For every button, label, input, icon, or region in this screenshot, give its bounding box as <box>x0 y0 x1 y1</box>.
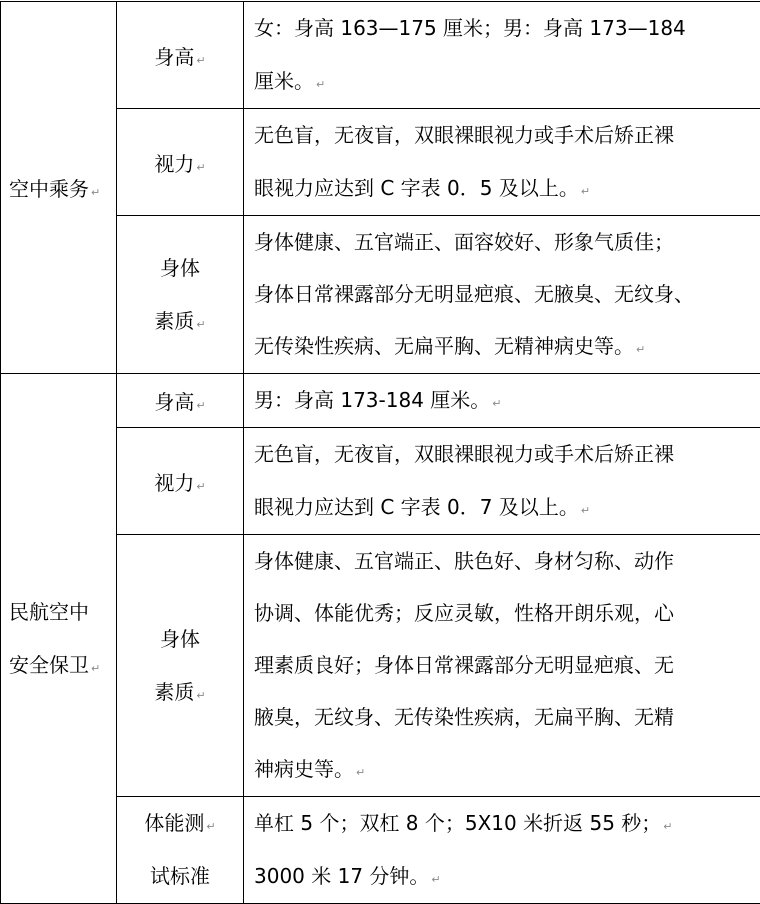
description-line: 无传染性疾病、无扁平胸、无精神病史等。 <box>254 334 634 358</box>
description-line: 眼视力应达到 C 字表 0．7 及以上。 <box>254 495 579 519</box>
attribute-cell <box>117 797 244 904</box>
requirements-table <box>0 1 760 904</box>
description-line: 身体日常裸露部分无明显疤痕、无腋臭、无纹身、 <box>254 268 752 320</box>
paragraph-mark: ↵ <box>196 54 205 67</box>
paragraph-mark: ↵ <box>196 399 205 412</box>
description-line: 无色盲，无夜盲，双眼裸眼视力或手术后矫正裸 <box>254 428 752 481</box>
description-cell <box>244 2 760 109</box>
description-line: 身体健康、五官端正、面容姣好、形象气质佳； <box>254 216 752 268</box>
description-cell <box>244 535 760 797</box>
description-cell <box>244 216 760 374</box>
description-line: 男：身高 173-184 厘米。 <box>254 388 490 412</box>
description-cell <box>244 797 760 904</box>
paragraph-mark: ↵ <box>196 161 205 174</box>
description-line: 身体健康、五官端正、肤色好、身材匀称、动作 <box>254 535 752 587</box>
description-line: 眼视力应达到 C 字表 0．5 及以上。 <box>254 176 579 200</box>
description-line: 协调、体能优秀；反应灵敏，性格开朗乐观，心 <box>254 587 752 639</box>
attribute-label: 素质 <box>154 309 194 333</box>
attribute-cell <box>117 109 244 216</box>
category-cell <box>1 374 117 904</box>
category-label: 安全保卫 <box>9 653 89 677</box>
description-line: 3000 米 17 分钟。 <box>254 864 429 888</box>
description-cell <box>244 109 760 216</box>
paragraph-mark: ↵ <box>196 318 205 331</box>
description-line: 神病史等。 <box>254 757 354 781</box>
paragraph-mark: ↵ <box>356 766 365 779</box>
paragraph-mark: ↵ <box>581 185 590 198</box>
table-row <box>1 374 760 428</box>
paragraph-mark: ↵ <box>663 820 672 833</box>
description-line: 厘米。 <box>254 69 314 93</box>
description-line: 腋臭，无纹身、无传染性疾病，无扁平胸、无精 <box>254 691 752 743</box>
paragraph-mark: ↵ <box>91 662 100 675</box>
attribute-cell <box>117 428 244 535</box>
category-cell <box>1 2 117 374</box>
paragraph-mark: ↵ <box>492 397 501 410</box>
paragraph-mark: ↵ <box>581 504 590 517</box>
paragraph-mark: ↵ <box>91 186 100 199</box>
paragraph-mark: ↵ <box>196 480 205 493</box>
paragraph-mark: ↵ <box>636 343 645 356</box>
attribute-label: 身体 <box>117 613 243 666</box>
attribute-cell <box>117 216 244 374</box>
paragraph-mark: ↵ <box>431 873 440 886</box>
attribute-cell <box>117 2 244 109</box>
paragraph-mark: ↵ <box>316 78 325 91</box>
attribute-label: 身体 <box>117 242 243 295</box>
attribute-label: 试标准 <box>117 850 243 903</box>
attribute-label: 身高 <box>154 45 194 69</box>
paragraph-mark: ↵ <box>206 820 215 833</box>
category-label: 空中乘务 <box>9 177 89 201</box>
description-line: 女：身高 163—175 厘米；男：身高 173—184 <box>254 2 752 55</box>
category-label: 民航空中 <box>9 586 116 639</box>
description-line: 无色盲，无夜盲，双眼裸眼视力或手术后矫正裸 <box>254 109 752 162</box>
attribute-label: 体能测 <box>144 811 204 835</box>
description-line: 单杠 5 个；双杠 8 个；5X10 米折返 55 秒； <box>254 811 661 835</box>
paragraph-mark: ↵ <box>196 689 205 702</box>
attribute-label: 身高 <box>154 390 194 414</box>
attribute-cell <box>117 535 244 797</box>
attribute-label: 素质 <box>154 680 194 704</box>
description-line: 理素质良好；身体日常裸露部分无明显疤痕、无 <box>254 639 752 691</box>
description-cell <box>244 374 760 428</box>
attribute-cell <box>117 374 244 428</box>
description-cell <box>244 428 760 535</box>
attribute-label: 视力 <box>154 152 194 176</box>
table-row <box>1 2 760 109</box>
attribute-label: 视力 <box>154 471 194 495</box>
